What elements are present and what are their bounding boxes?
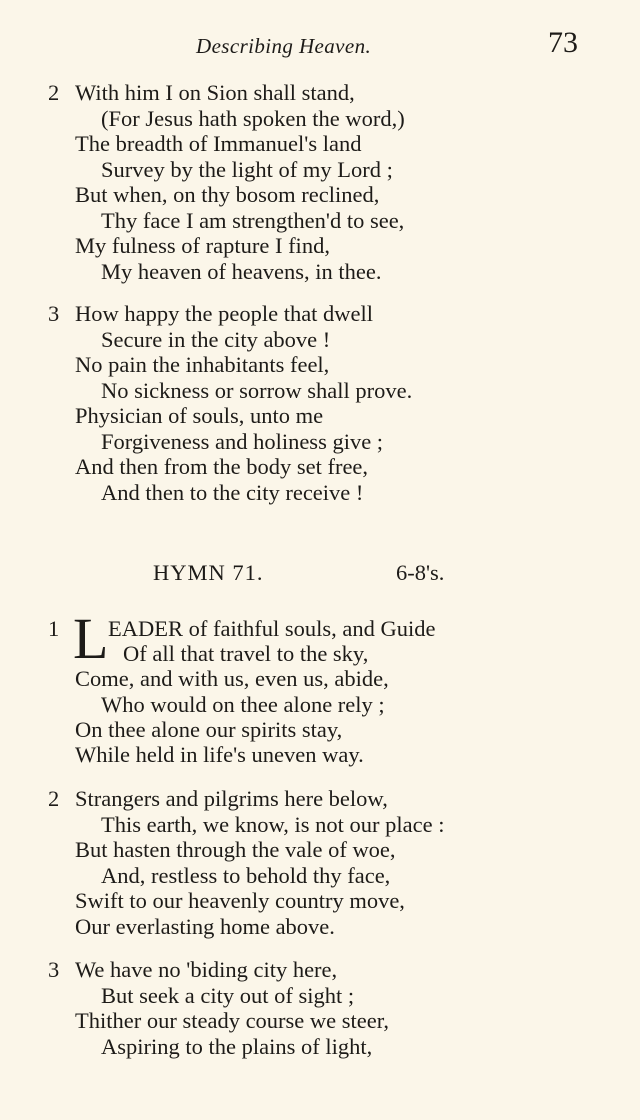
verse-line: Come, and with us, even us, abide,: [75, 666, 389, 691]
page-number: 73: [548, 26, 578, 59]
verse-line: With him I on Sion shall stand,: [75, 80, 355, 105]
verse-line: My heaven of heavens, in thee.: [101, 259, 382, 284]
verse-line: Thither our steady course we steer,: [75, 1008, 389, 1033]
verse-line: On thee alone our spirits stay,: [75, 717, 343, 742]
stanza-number: 2: [48, 786, 60, 811]
verse-line: Who would on thee alone rely ;: [101, 692, 385, 717]
verse-line: Forgiveness and holiness give ;: [101, 429, 384, 454]
stanza-number: 3: [48, 301, 60, 326]
verse-line: No pain the inhabitants feel,: [75, 352, 330, 377]
verse-line: And then to the city receive !: [101, 480, 364, 505]
verse-line: The breadth of Immanuel's land: [75, 131, 362, 156]
verse-line: (For Jesus hath spoken the word,): [101, 106, 405, 131]
verse-line: Secure in the city above !: [101, 327, 331, 352]
verse-line: But seek a city out of sight ;: [101, 983, 355, 1008]
verse-line: No sickness or sorrow shall prove.: [101, 378, 413, 403]
verse-line: Physician of souls, unto me: [75, 403, 324, 428]
verse-line: Swift to our heavenly country move,: [75, 888, 405, 913]
verse-line: While held in life's uneven way.: [75, 742, 364, 767]
hymn-meter: 6-8's.: [396, 560, 445, 585]
stanza-number: 3: [48, 957, 60, 982]
verse-line: Aspiring to the plains of light,: [101, 1034, 373, 1059]
verse-line: EADER of faithful souls, and Guide: [108, 616, 436, 641]
verse-line: Our everlasting home above.: [75, 914, 335, 939]
hymn-title: HYMN 71.: [153, 560, 264, 585]
verse-line: But when, on thy bosom reclined,: [75, 182, 380, 207]
verse-line: My fulness of rapture I find,: [75, 233, 330, 258]
verse-line: Thy face I am strengthen'd to see,: [101, 208, 405, 233]
verse-line: We have no 'biding city here,: [75, 957, 338, 982]
stanza-number: 2: [48, 80, 60, 105]
verse-line: Strangers and pilgrims here below,: [75, 786, 388, 811]
stanza-number: 1: [48, 616, 60, 641]
verse-line: And, restless to behold thy face,: [101, 863, 391, 888]
verse-line: This earth, we know, is not our place :: [101, 812, 445, 837]
drop-cap: L: [73, 606, 109, 671]
verse-line: But hasten through the vale of woe,: [75, 837, 396, 862]
verse-line: How happy the people that dwell: [75, 301, 374, 326]
verse-line: And then from the body set free,: [75, 454, 369, 479]
running-head: Describing Heaven.: [196, 34, 372, 58]
verse-line: Of all that travel to the sky,: [123, 641, 369, 666]
verse-line: Survey by the light of my Lord ;: [101, 157, 393, 182]
